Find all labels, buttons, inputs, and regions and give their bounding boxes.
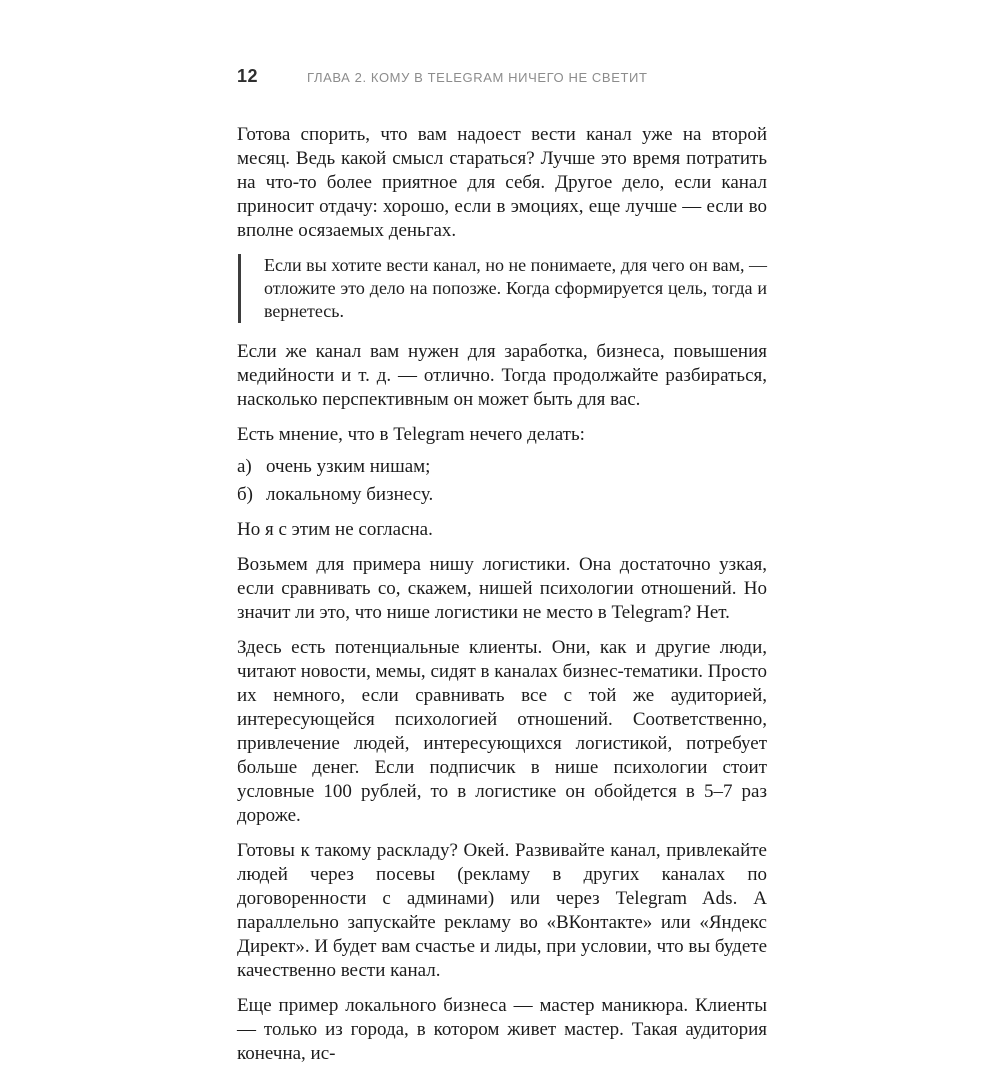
paragraph-clients: Здесь есть потенциальные клиенты. Они, как и другие люди, читают новости, мемы, сидят в каналах бизнес-тематики. Просто их немного, если сравнивать все с той же аудиторией, интересующейся психологией отношений. Соответственно, привлечение людей, интересующихся логистикой, потребует больше денег. Если подписчик в нише психологии стоит условные 100 рублей, то в логистике он обойдется в 5–7 раз дороже. (237, 637, 767, 826)
list-item (237, 453, 767, 481)
list-item (237, 481, 767, 509)
list-item-text: очень узким нишам; (266, 456, 431, 477)
page-content (237, 66, 767, 1066)
list-item-text: локальному бизнесу. (266, 484, 434, 505)
list-marker: б) (237, 484, 253, 505)
body-text (237, 123, 767, 1066)
chapter-header: ГЛАВА 2. КОМУ В TELEGRAM НИЧЕГО НЕ СВЕТИТ (307, 70, 648, 85)
lettered-list (237, 453, 767, 509)
blockquote (238, 254, 767, 323)
paragraph-intro: Готова спорить, что вам надоест вести канал уже на второй месяц. Ведь какой смысл стараться? Лучше это время потратить на что-то более приятное для себя. Другое дело, если канал приносит отдачу: хорошо, если в эмоциях, еще лучше — если во вполне осязаемых деньгах. (237, 124, 767, 241)
paragraph-local-business: Еще пример локального бизнеса — мастер маникюра. Клиенты — только из города, в котором живет мастер. Такая аудитория конечна, ис- (237, 995, 767, 1064)
paragraph-ready: Готовы к такому раскладу? Окей. Развивайте канал, привлекайте людей через посевы (рекламу в других каналах по договоренности с админами) или через Telegram Ads. А параллельно запускайте рекламу во «ВКонтакте» или «Яндекс Директ». И будет вам счастье и лиды, при условии, что вы будете качественно вести канал. (237, 840, 768, 981)
paragraph-opinion-lead: Есть мнение, что в Telegram нечего делать: (237, 424, 585, 445)
blockquote-text: Если вы хотите вести канал, но не понимаете, для чего он вам, — отложите это дело на попозже. Когда сформируется цель, тогда и вернетесь. (264, 255, 767, 321)
paragraph-goal: Если же канал вам нужен для заработка, бизнеса, повышения медийности и т. д. — отлично. Тогда продолжайте разбираться, насколько перспективным он может быть для вас. (237, 341, 767, 410)
page-number: 12 (237, 66, 259, 86)
running-head (237, 66, 767, 87)
list-marker: а) (237, 456, 252, 477)
paragraph-logistics: Возьмем для примера нишу логистики. Она достаточно узкая, если сравнивать со, скажем, нишей психологии отношений. Но значит ли это, что нише логистики не место в Telegram? Нет. (237, 554, 767, 623)
paragraph-disagree: Но я с этим не согласна. (237, 519, 433, 540)
